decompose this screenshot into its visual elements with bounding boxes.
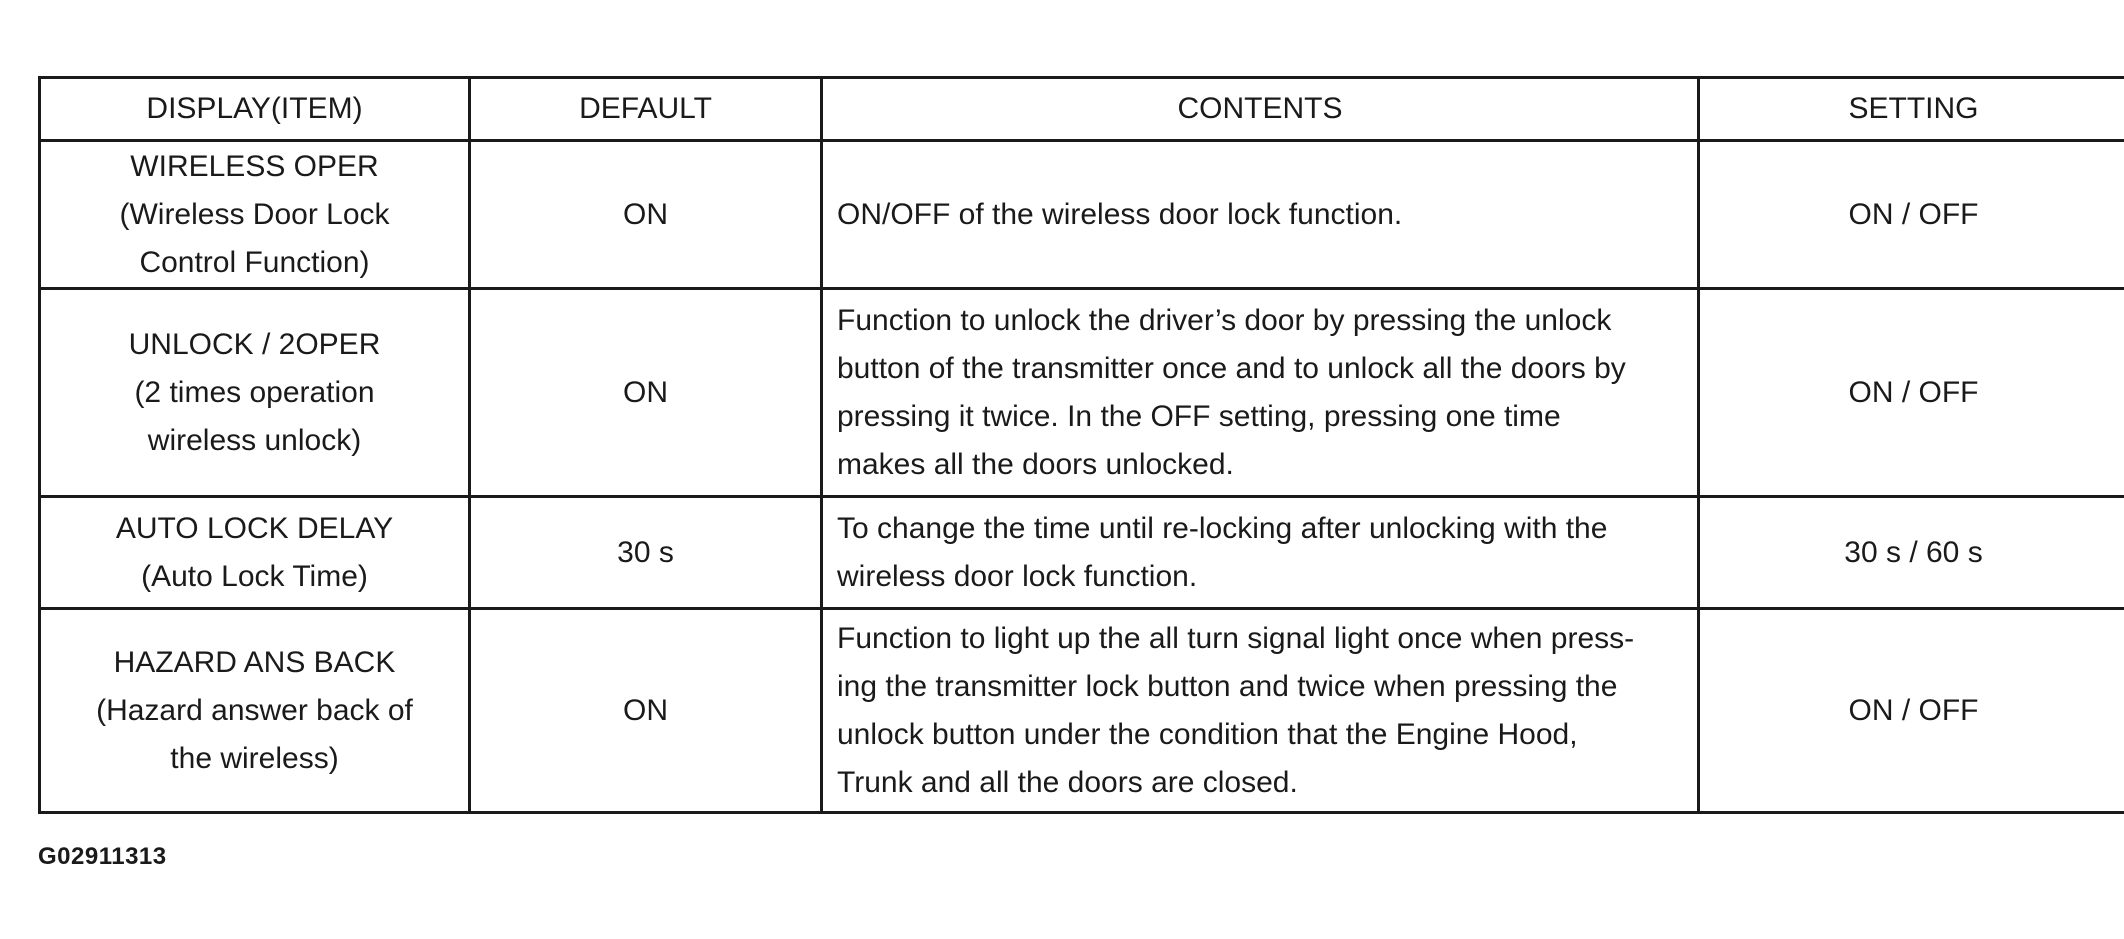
default-cell: ON — [470, 289, 822, 497]
item-cell — [40, 289, 470, 497]
item-line: HAZARD ANS BACK — [113, 645, 396, 679]
contents-line: Function to light up the all turn signal light once when press- — [837, 621, 1635, 655]
contents-line: ON/OFF of the wireless door lock function. — [837, 197, 1403, 231]
item-cell — [40, 609, 470, 813]
setting-cell: ON / OFF — [1699, 141, 2124, 289]
contents-line: wireless door lock function. — [837, 559, 1198, 593]
table-row — [40, 497, 2124, 609]
contents-line: Trunk and all the doors are closed. — [837, 765, 1298, 799]
setting-cell: ON / OFF — [1699, 289, 2124, 497]
contents-line: ing the transmitter lock button and twice when pressing the — [837, 669, 1618, 703]
table-row — [40, 609, 2124, 813]
contents-line: pressing it twice. In the OFF setting, pressing one time — [837, 399, 1561, 433]
table-row — [40, 289, 2124, 497]
contents-line: makes all the doors unlocked. — [837, 447, 1234, 481]
header-contents: CONTENTS — [822, 78, 1699, 141]
default-cell: ON — [470, 609, 822, 813]
settings-table — [38, 76, 2124, 814]
setting-cell: 30 s / 60 s — [1699, 497, 2124, 609]
contents-cell — [822, 609, 1699, 813]
header-setting: SETTING — [1699, 78, 2124, 141]
header-display-item: DISPLAY(ITEM) — [40, 78, 470, 141]
item-line: UNLOCK / 2OPER — [128, 327, 381, 361]
item-line: Control Function) — [139, 245, 370, 279]
item-line: (Hazard answer back of — [96, 693, 413, 727]
item-line: (Wireless Door Lock — [119, 197, 390, 231]
contents-cell — [822, 497, 1699, 609]
contents-line: button of the transmitter once and to unlock all the doors by — [837, 351, 1626, 385]
item-cell — [40, 141, 470, 289]
contents-line: Function to unlock the driver’s door by pressing the unlock — [837, 303, 1612, 337]
item-line: the wireless) — [170, 741, 339, 775]
item-line: WIRELESS OPER — [130, 149, 379, 183]
header-row — [40, 78, 2124, 141]
item-cell — [40, 497, 470, 609]
item-line: wireless unlock) — [147, 423, 362, 457]
contents-line: To change the time until re-locking after unlocking with the — [837, 511, 1608, 545]
table-row — [40, 141, 2124, 289]
default-cell: 30 s — [470, 497, 822, 609]
contents-line: unlock button under the condition that the Engine Hood, — [837, 717, 1578, 751]
item-line: (2 times operation — [134, 375, 375, 409]
item-line: (Auto Lock Time) — [141, 559, 368, 593]
figure-id: G02911313 — [38, 843, 167, 870]
contents-cell — [822, 289, 1699, 497]
default-cell: ON — [470, 141, 822, 289]
header-default: DEFAULT — [470, 78, 822, 141]
contents-cell — [822, 141, 1699, 289]
item-line: AUTO LOCK DELAY — [115, 511, 394, 545]
setting-cell: ON / OFF — [1699, 609, 2124, 813]
